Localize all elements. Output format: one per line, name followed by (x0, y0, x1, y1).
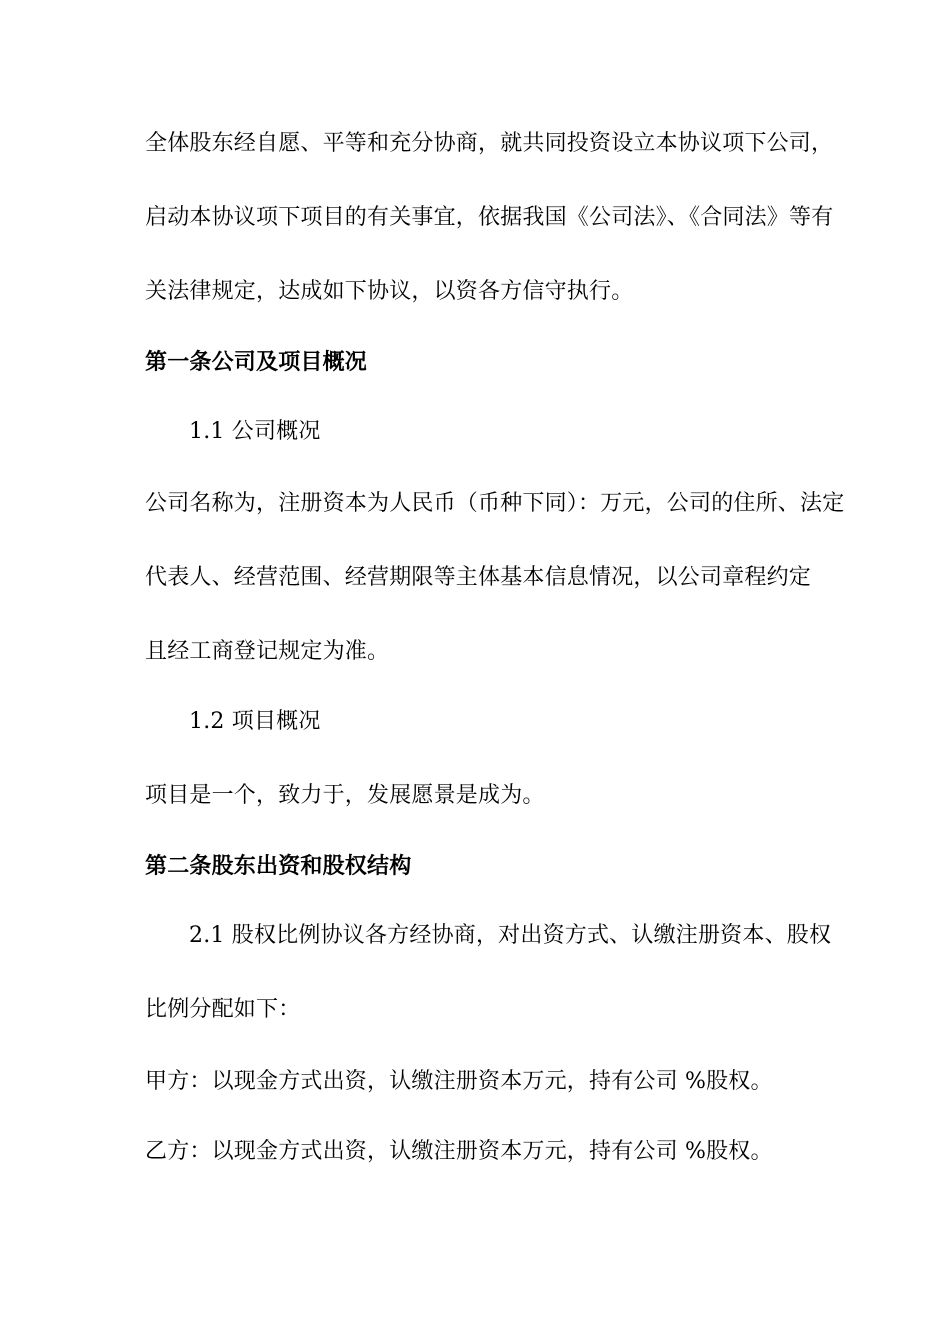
paragraph-line: 全体股东经自愿、平等和充分协商，就共同投资设立本协议项下公司， (145, 131, 834, 156)
paragraph-line: 比例分配如下： (145, 997, 301, 1022)
section-heading: 1.2 项目概况 (189, 709, 321, 734)
paragraph-line: 且经工商登记规定为准。 (145, 639, 390, 664)
paragraph-line: 代表人、经营范围、经营期限等主体基本信息情况，以公司章程约定 (145, 565, 812, 590)
paragraph-line: 公司名称为，注册资本为人民币（币种下同）：万元，公司的住所、法定 (145, 491, 845, 516)
party-a-line: 甲方：以现金方式出资，认缴注册资本万元，持有公司 %股权。 (145, 1069, 773, 1094)
article-heading: 第一条公司及项目概况 (145, 349, 368, 375)
paragraph-line: 关法律规定，达成如下协议，以资各方信守执行。 (145, 279, 634, 304)
paragraph-line: 项目是一个，致力于，发展愿景是成为。 (145, 783, 545, 808)
article-heading: 第二条股东出资和股权结构 (145, 853, 412, 879)
section-heading: 1.1 公司概况 (189, 419, 321, 444)
paragraph-line: 2.1 股权比例协议各方经协商，对出资方式、认缴注册资本、股权 (189, 923, 832, 948)
paragraph-line: 启动本协议项下项目的有关事宜，依据我国《公司法》、《合同法》等有 (145, 205, 834, 230)
party-b-line: 乙方：以现金方式出资，认缴注册资本万元，持有公司 %股权。 (145, 1139, 773, 1164)
